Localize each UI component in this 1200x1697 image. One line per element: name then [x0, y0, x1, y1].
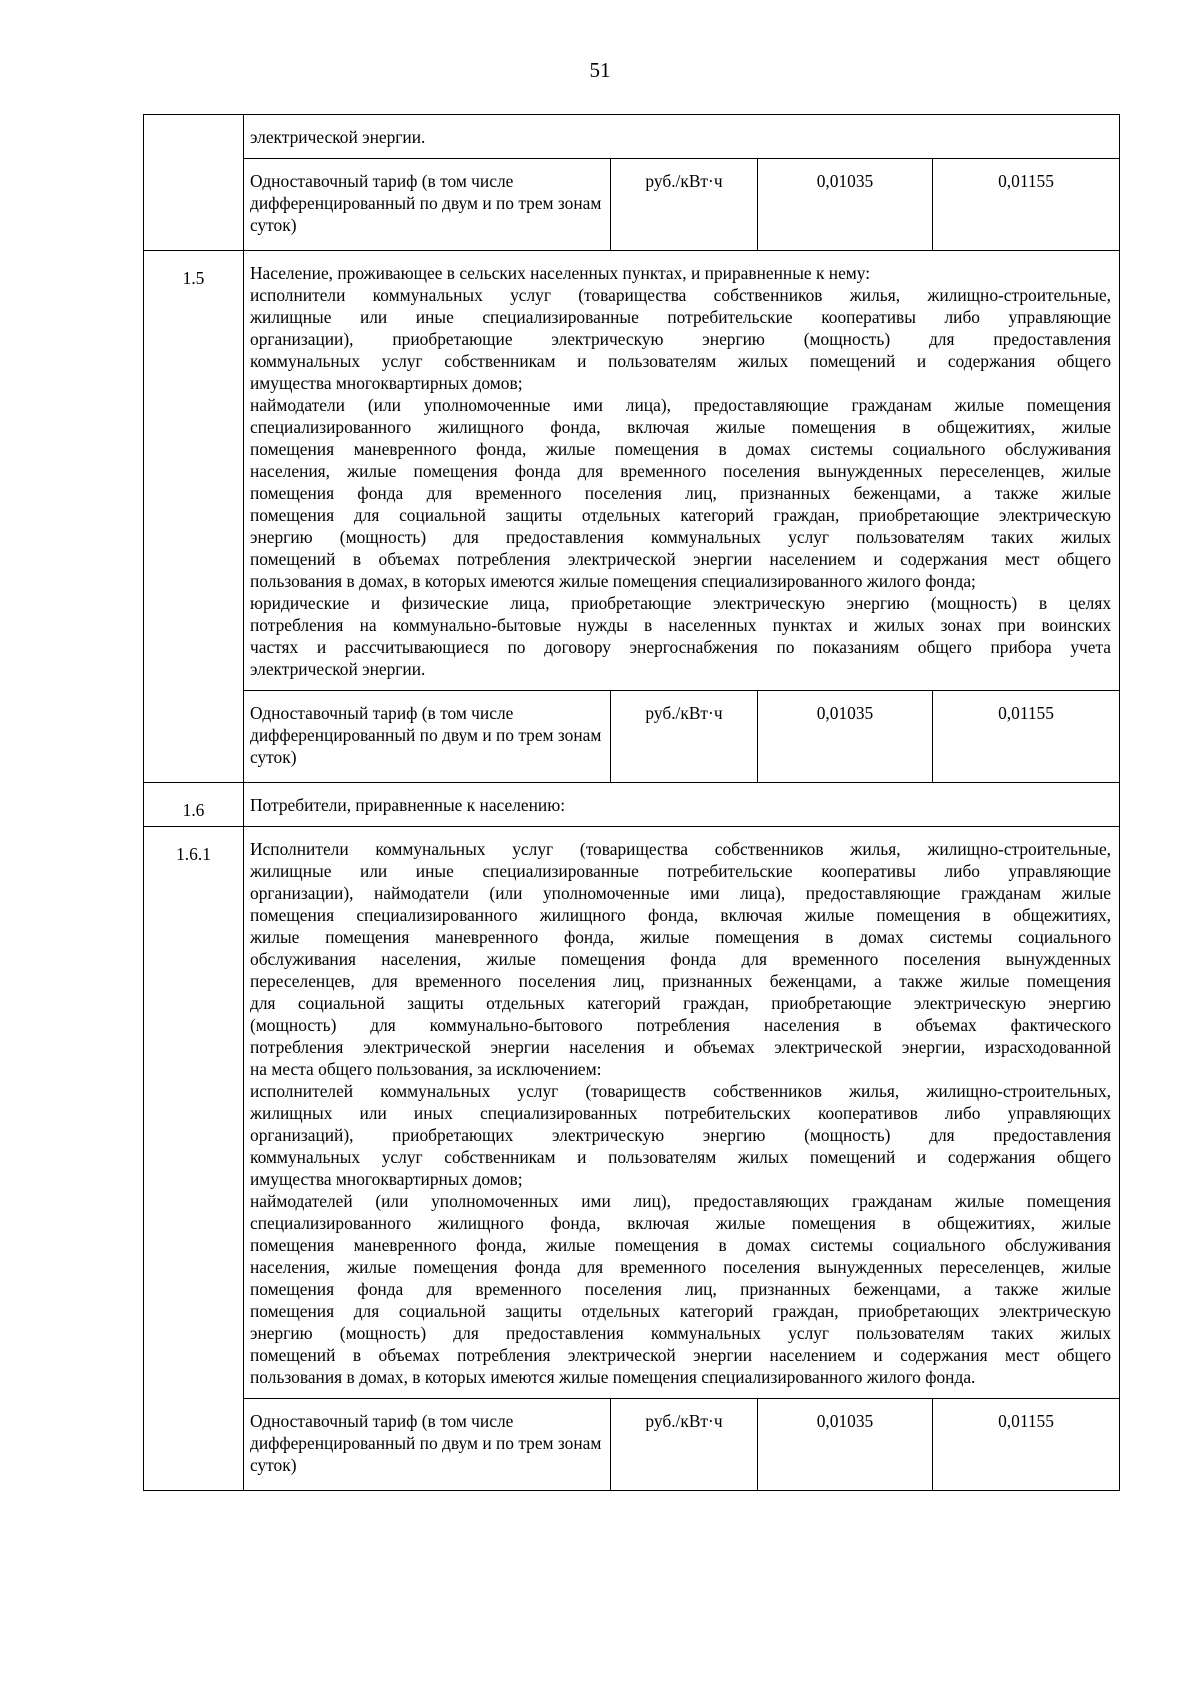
value-2: 0,01155	[998, 703, 1054, 723]
value-2: 0,01155	[998, 171, 1054, 191]
description-line: энергию (мощность) для предоставления коммунальных услуг пользователям таких жилых	[250, 527, 1112, 547]
description-line: помещения для социальной защиты отдельных категорий граждан, приобретающие электрическую	[250, 505, 1112, 525]
tariff-name-cell	[244, 1399, 611, 1491]
tariff-name-cell	[244, 159, 611, 251]
description-line: помещения фонда для временного поселения лиц, признанных беженцами, а также жилые	[250, 1279, 1112, 1299]
table-row	[144, 783, 1120, 827]
row-number-cell	[144, 783, 244, 827]
description-line: обслуживания населения, жилые помещения фонда для временного поселения вынужденных	[250, 949, 1112, 969]
value-cell-2	[933, 691, 1120, 783]
tariff-name-cell	[244, 691, 611, 783]
tariff-table	[143, 114, 1120, 1491]
description-line: Исполнители коммунальных услуг (товарищества собственников жилья, жилищно-строительные,	[250, 839, 1112, 859]
table-row	[144, 159, 1120, 251]
unit-cell	[611, 1399, 758, 1491]
page-number: 51	[589, 58, 611, 82]
tariff-name: Одноставочный тариф (в том числе дифференцированный по двум и по трем зонам суток)	[250, 703, 602, 767]
description-line: организаций), приобретающих электрическую энергию (мощность) для предоставления	[250, 1125, 1112, 1145]
table-row	[144, 827, 1120, 1399]
value-cell-1	[758, 691, 933, 783]
description-text: электрической энергии.	[250, 127, 426, 147]
description-line: на места общего пользования, за исключением:	[250, 1059, 602, 1079]
description-line: юридические и физические лица, приобретающие электрическую энергию (мощность) в целях	[250, 593, 1112, 613]
description-line: потребления на коммунально-бытовые нужды в населенных пунктах и жилых зонах при воинских	[250, 615, 1112, 635]
unit: руб./кВт·ч	[645, 1411, 723, 1431]
description-line: жилищные или иные специализированные потребительские кооперативы либо управляющие	[250, 307, 1112, 327]
description-line: коммунальных услуг собственникам и пользователям жилых помещений и содержания общего	[250, 351, 1112, 371]
description-line: частях и рассчитывающиеся по договору энергоснабжения по показаниям общего прибора учета	[250, 637, 1112, 657]
tariff-name: Одноставочный тариф (в том числе дифференцированный по двум и по трем зонам суток)	[250, 171, 602, 235]
table-row	[144, 691, 1120, 783]
unit-cell	[611, 691, 758, 783]
description-line: энергию (мощность) для предоставления коммунальных услуг пользователям таких жилых	[250, 1323, 1112, 1343]
unit-cell	[611, 159, 758, 251]
value-cell-2	[933, 1399, 1120, 1491]
table-row	[144, 251, 1120, 691]
row-number: 1.6	[182, 800, 205, 820]
description-line: населения, жилые помещения фонда для временного поселения вынужденных переселенцев, жилые	[250, 461, 1112, 481]
description-line: жилищных или иных специализированных потребительских кооперативов либо управляющих	[250, 1103, 1112, 1123]
description-line: для социальной защиты отдельных категорий граждан, приобретающие электрическую энергию	[250, 993, 1112, 1013]
description-cell	[244, 827, 1120, 1399]
description-line: имущества многоквартирных домов;	[250, 1169, 523, 1189]
description-line: специализированного жилищного фонда, включая жилые помещения в общежитиях, жилые	[250, 1213, 1112, 1233]
row-number: 1.6.1	[176, 844, 211, 864]
description-line: (мощность) для коммунально-бытового потребления населения в объемах фактического	[250, 1015, 1112, 1035]
description-line: Население, проживающее в сельских населенных пунктах, и приравненные к нему:	[250, 263, 871, 283]
description-line: пользования в домах, в которых имеются жилые помещения специализированного жилого фонда;	[250, 571, 976, 591]
description-line: наймодатели (или уполномоченные ими лица), предоставляющие гражданам жилые помещения	[250, 395, 1112, 415]
value-cell-2	[933, 159, 1120, 251]
row-number: 1.5	[182, 268, 205, 288]
row-number-cell	[144, 115, 244, 251]
description-line: имущества многоквартирных домов;	[250, 373, 523, 393]
description-cell	[244, 251, 1120, 691]
value-cell-1	[758, 1399, 933, 1491]
value-2: 0,01155	[998, 1411, 1054, 1431]
description-text: Потребители, приравненные к населению:	[250, 795, 566, 815]
description-line: исполнители коммунальных услуг (товарищества собственников жилья, жилищно-строительные,	[250, 285, 1112, 305]
row-number-cell	[144, 827, 244, 1491]
description-line: жилые помещения маневренного фонда, жилые помещения в домах системы социального	[250, 927, 1112, 947]
description-line: электрической энергии.	[250, 659, 426, 679]
description-line: помещения для социальной защиты отдельных категорий граждан, приобретающих электрическую	[250, 1301, 1112, 1321]
description-line: исполнителей коммунальных услуг (товариществ собственников жилья, жилищно-строительных,	[250, 1081, 1112, 1101]
description-line: населения, жилые помещения фонда для временного поселения вынужденных переселенцев, жилые	[250, 1257, 1112, 1277]
description-cell	[244, 115, 1120, 159]
description-line: коммунальных услуг собственникам и пользователям жилых помещений и содержания общего	[250, 1147, 1112, 1167]
description-line: потребления электрической энергии населения и объемах электрической энергии, израсходованной	[250, 1037, 1112, 1057]
description-line: помещения фонда для временного поселения лиц, признанных беженцами, а также жилые	[250, 483, 1112, 503]
description-line: переселенцев, для временного поселения лиц, признанных беженцами, а также жилые помещения	[250, 971, 1112, 991]
table-row	[144, 1399, 1120, 1491]
value-1: 0,01035	[816, 1411, 874, 1431]
value-cell-1	[758, 159, 933, 251]
unit: руб./кВт·ч	[645, 703, 723, 723]
row-number-cell	[144, 251, 244, 783]
description-line: помещения маневренного фонда, жилые помещения в домах системы социального обслуживания	[250, 1235, 1112, 1255]
description-line: помещений в объемах потребления электрической энергии населением и содержания мест общего	[250, 549, 1112, 569]
value-1: 0,01035	[816, 171, 874, 191]
tariff-name: Одноставочный тариф (в том числе дифференцированный по двум и по трем зонам суток)	[250, 1411, 602, 1475]
description-line: помещений в объемах потребления электрической энергии населением и содержания мест общего	[250, 1345, 1112, 1365]
description-line: наймодателей (или уполномоченных ими лиц), предоставляющих гражданам жилые помещения	[250, 1191, 1112, 1211]
unit: руб./кВт·ч	[645, 171, 723, 191]
description-cell	[244, 783, 1120, 827]
table-row	[144, 115, 1120, 159]
description-line: помещения маневренного фонда, жилые помещения в домах системы социального обслуживания	[250, 439, 1112, 459]
description-line: жилищные или иные специализированные потребительские кооперативы либо управляющие	[250, 861, 1112, 881]
description-line: помещения специализированного жилищного фонда, включая жилые помещения в общежитиях,	[250, 905, 1112, 925]
description-line: организации), наймодатели (или уполномоченные ими лица), предоставляющие гражданам жилые	[250, 883, 1112, 903]
description-line: пользования в домах, в которых имеются жилые помещения специализированного жилого фонда.	[250, 1367, 976, 1387]
description-line: специализированного жилищного фонда, включая жилые помещения в общежитиях, жилые	[250, 417, 1112, 437]
value-1: 0,01035	[816, 703, 874, 723]
description-line: организации), приобретающие электрическую энергию (мощность) для предоставления	[250, 329, 1112, 349]
